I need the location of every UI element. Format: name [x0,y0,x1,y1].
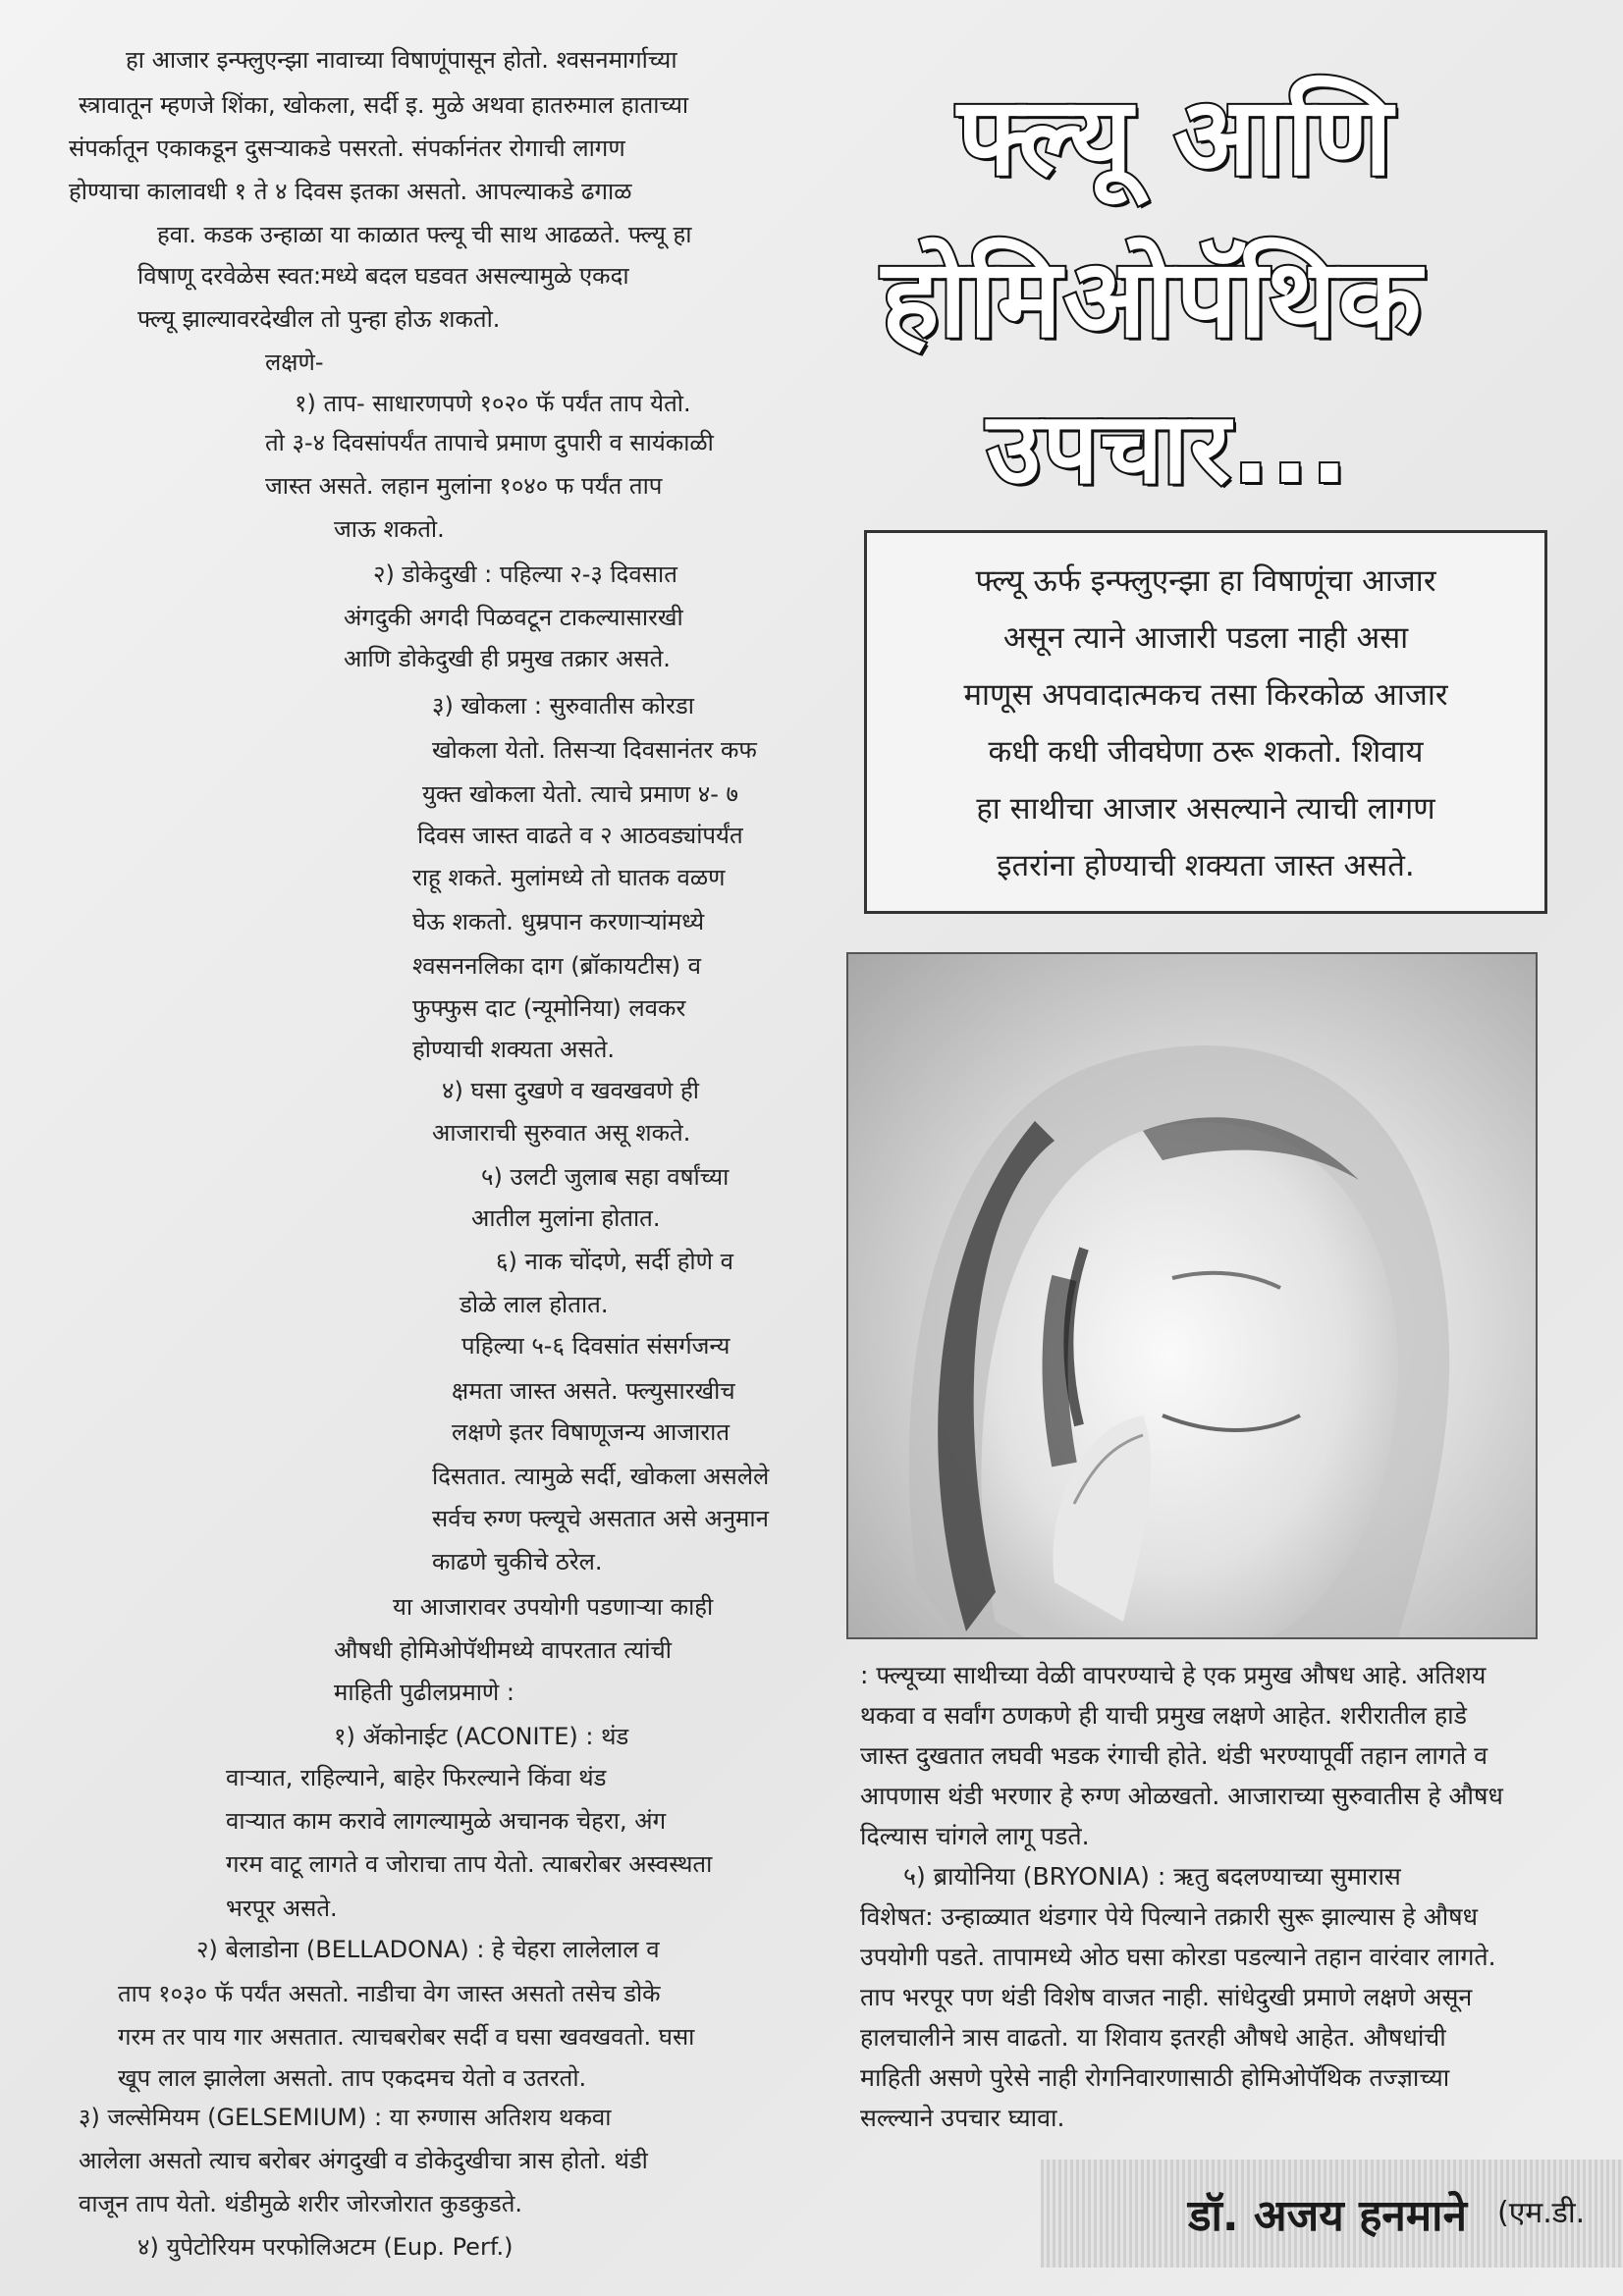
quote-text-line: असून त्याने आजारी पडला नाही असा [1002,620,1409,656]
left-text-line: हा आजार इन्फ्लुएन्झा नावाच्या विषाणूंपासून होतो. श्वसनमार्गाच्या [126,46,677,74]
left-text-line: खूप लाल झालेला असतो. ताप एकदमच येतो व उतरतो. [118,2064,587,2092]
left-text-line: वाजून ताप येतो. थंडीमुळे शरीर जोरजोरात कुडकुडते. [79,2190,523,2217]
right-text-line: दिल्यास चांगले लागू पडते. [860,1822,1090,1850]
quote-text-line: हा साथीचा आजार असल्याने त्याची लागण [976,791,1435,827]
headline-line-2: होमिओपॅथिक [882,236,1424,361]
left-text-line: क्षमता जास्त असते. फ्ल्युसारखीच [452,1377,735,1405]
left-text-line: पहिल्या ५-६ दिवसांत संसर्गजन्य [461,1332,730,1360]
right-text-line: विशेषत: उन्हाळ्यात थंडगार पेये पिल्याने तक्रारी सुरू झाल्यास हे औषध [860,1902,1478,1931]
pull-quote-box [864,530,1547,914]
left-text-line: १) ताप- साधारणपणे १०२० फॅ पर्यंत ताप येतो. [295,390,691,417]
left-text-line: स्त्रावातून म्हणजे शिंका, खोकला, सर्दी इ. मुळे अथवा हातरुमाल हाताच्या [79,91,689,119]
left-text-line: वाऱ्यात काम करावे लागल्यामुळे अचानक चेहरा, अंग [226,1807,667,1835]
right-text-line: हालचालीने त्रास वाढतो. या शिवाय इतरही औषधे आहेत. औषधांची [860,2023,1446,2052]
right-text-line: माहिती असणे पुरेसे नाही रोगनिवारणासाठी होमिओपॅथिक तज्ज्ञाच्या [860,2063,1450,2092]
left-text-line: १) ॲकोनाईट (ACONITE) : थंड [334,1723,629,1750]
left-text-line: दिवस जास्त वाढते व २ आठवड्यांपर्यंत [417,822,743,849]
author-name: डॉ. अजय हनमाने [1188,2191,1467,2241]
left-text-line: सर्वच रुग्ण फ्ल्यूचे असतात असे अनुमान [432,1505,769,1532]
left-text-line: युक्त खोकला येतो. त्याचे प्रमाण ४- ७ [422,780,738,808]
left-text-line: गरम वाटू लागते व जोराचा ताप येतो. त्याबरोबर अस्वस्थता [226,1850,713,1878]
left-text-line: हवा. कडक उन्हाळा या काळात फ्ल्यू ची साथ आढळते. फ्ल्यू हा [157,221,692,248]
headline-line-3: उपचार... [987,391,1350,506]
left-text-line: आतील मुलांना होतात. [471,1204,661,1232]
left-text-line: ताप १०३० फॅ पर्यंत असतो. नाडीचा वेग जास्त असतो तसेच डोके [118,1980,661,2007]
left-text-line: ३) खोकला : सुरुवातीस कोरडा [432,692,694,720]
right-text-line: थकवा व सर्वांग ठणकणे ही याची प्रमुख लक्षणे आहेत. शरीरातील हाडे [860,1701,1468,1730]
left-text-line: या आजारावर उपयोगी पडणाऱ्या काही [393,1593,714,1621]
right-text-line: जास्त दुखतात लघवी भडक रंगाची होते. थंडी भरण्यापूर्वी तहान लागते व [860,1741,1488,1770]
left-text-line: जाऊ शकतो. [334,515,445,543]
quote-text-line: फ्ल्यू ऊर्फ इन्फ्लुएन्झा हा विषाणूंचा आजार [975,563,1436,599]
left-text-line: आलेला असतो त्याच बरोबर अंगदुखी व डोकेदुखीचा त्रास होतो. थंडी [79,2147,648,2174]
left-text-line: राहू शकते. मुलांमध्ये तो घातक वळण [412,864,726,891]
left-text-line: गरम तर पाय गार असतात. त्याचबरोबर सर्दी व घसा खवखवतो. घसा [118,2023,695,2051]
left-text-line: खोकला येतो. तिसऱ्या दिवसानंतर कफ [432,736,757,764]
sick-woman-photo [846,952,1538,1639]
left-text-line: लक्षणे इतर विषाणूजन्य आजारात [452,1418,730,1446]
left-text-line: आणि डोकेदुखी ही प्रमुख तक्रार असते. [344,645,671,672]
left-text-line: संपर्कातून एकाकडून दुसऱ्याकडे पसरतो. संपर्कानंतर रोगाची लागण [69,134,625,162]
left-text-line: काढणे चुकीचे ठरेल. [432,1548,603,1575]
left-text-line: ४) घसा दुखणे व खवखवणे ही [442,1077,699,1104]
right-text-line: ५) ब्रायोनिया (BRYONIA) : ऋतु बदलण्याच्या सुमारास [903,1862,1401,1891]
left-text-line: ५) उलटी जुलाब सहा वर्षांच्या [481,1163,730,1191]
quote-text-line: कधी कधी जीवघेणा ठरू शकतो. शिवाय [988,734,1424,770]
left-text-line: ६) नाक चोंदणे, सर्दी होणे व [496,1248,733,1275]
left-text-line: डोळे लाल होतात. [460,1291,609,1318]
woman-illustration [848,954,1536,1637]
left-text-line: माहिती पुढीलप्रमाणे : [334,1679,514,1706]
left-text-line: दिसतात. त्यामुळे सर्दी, खोकला असलेले [432,1463,770,1490]
left-text-line: अंगदुकी अगदी पिळवटून टाकल्यासारखी [344,604,683,631]
left-text-line: आजाराची सुरुवात असू शकते. [432,1119,691,1147]
right-text-line: उपयोगी पडते. तापामध्ये ओठ घसा कोरडा पडल्याने तहान वारंवार लागते. [860,1943,1496,1971]
left-text-line: औषधी होमिओपॅथीमध्ये वापरतात त्यांची [334,1636,672,1664]
left-text-line: होण्याचा कालावधी १ ते ४ दिवस इतका असतो. आपल्याकडे ढगाळ [69,178,632,205]
headline-line-1: फ्ल्यू आणि [957,74,1395,199]
left-text-line: घेऊ शकतो. धुम्रपान करणाऱ्यांमध्ये [412,908,705,935]
left-text-line: फुफ्फुस दाट (न्यूमोनिया) लवकर [412,994,686,1022]
quote-text-line: इतरांना होण्याची शक्यता जास्त असते. [997,848,1415,883]
left-text-line: जास्त असते. लहान मुलांना १०४० फ पर्यंत ताप [265,472,663,500]
left-text-line: श्वसननलिका दाग (ब्रॉकायटीस) व [412,952,701,980]
right-text-line: : फ्ल्यूच्या साथीच्या वेळी वापरण्याचे हे एक प्रमुख औषध आहे. अतिशय [860,1661,1487,1689]
left-text-line: २) डोकेदुखी : पहिल्या २-३ दिवसात [373,561,677,588]
left-text-line: तो ३-४ दिवसांपर्यंत तापाचे प्रमाण दुपारी व सायंकाळी [265,429,714,456]
left-text-line: फ्ल्यू झाल्यावरदेखील तो पुन्हा होऊ शकतो. [137,305,501,333]
left-text-line: भरपूर असते. [226,1895,338,1922]
left-text-line: विषाणू दरवेळेस स्वत:मध्ये बदल घडवत असल्यामुळे एकदा [137,262,629,290]
right-text-line: सल्ल्याने उपचार घ्यावा. [860,2104,1065,2132]
left-text-line: लक्षणे- [265,348,324,376]
left-text-line: वाऱ्यात, राहिल्याने, बाहेर फिरल्याने किंवा थंड [226,1764,607,1791]
left-text-line: २) बेलाडोना (BELLADONA) : हे चेहरा लालेलाल व [196,1936,660,1963]
right-text-line: ताप भरपूर पण थंडी विशेष वाजत नाही. सांधेदुखी प्रमाणे लक्षणे असून [860,1983,1473,2011]
quote-text-line: माणूस अपवादात्मकच तसा किरकोळ आजार [963,677,1448,713]
right-text-line: आपणास थंडी भरणार हे रुग्ण ओळखतो. आजाराच्या सुरुवातीस हे औषध [860,1782,1503,1810]
author-degree: (एम.डी. [1497,2196,1586,2230]
left-text-line: ३) जल्सेमियम (GELSEMIUM) : या रुग्णास अतिशय थकवा [79,2104,612,2131]
left-text-line: होण्याची शक्यता असते. [412,1036,616,1063]
left-text-line: ४) युपेटोरियम परफोलिअटम (Eup. Perf.) [137,2233,514,2261]
